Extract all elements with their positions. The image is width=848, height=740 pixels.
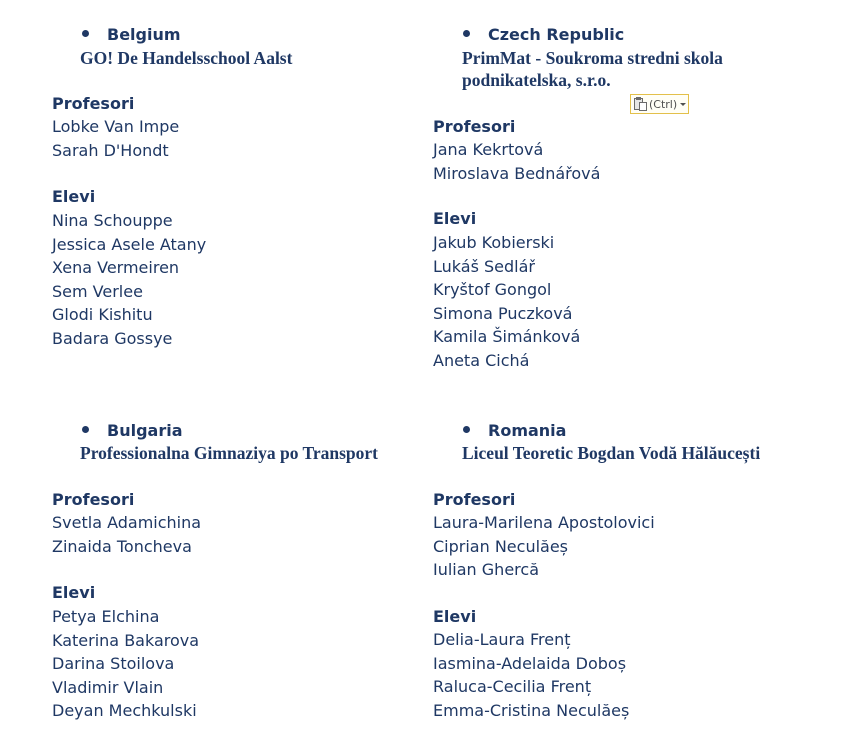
teacher-name: Lobke Van Impe xyxy=(52,117,180,136)
bullet-icon xyxy=(463,30,470,37)
country-heading xyxy=(82,24,181,46)
school-name-line: GO! De Handelsschool Aalst xyxy=(80,48,293,68)
student-name: Deyan Mechkulski xyxy=(52,701,197,720)
students-heading: Elevi xyxy=(52,187,96,206)
country-heading xyxy=(463,24,624,46)
teacher-name: Zinaida Toncheva xyxy=(52,536,192,556)
student-name: Lukáš Sedlář xyxy=(433,256,535,276)
bullet-icon xyxy=(82,30,89,37)
teacher-name: Jana Kekrtová xyxy=(433,140,544,159)
teacher-name: Miroslava Bednářová xyxy=(433,163,601,183)
country-name: Belgium xyxy=(107,25,181,44)
student-name: Kryštof Gongol xyxy=(433,280,552,299)
school-name xyxy=(462,47,723,91)
student-name: Simona Puczková xyxy=(433,303,573,323)
students-heading: Elevi xyxy=(433,209,477,228)
bullet-icon xyxy=(463,426,470,433)
student-name: Jakub Kobierski xyxy=(433,233,555,252)
teacher-name: Sarah D'Hondt xyxy=(52,140,169,160)
country-name: Bulgaria xyxy=(107,421,183,440)
teachers-list xyxy=(52,115,179,162)
teachers-heading: Profesori xyxy=(433,490,516,509)
chevron-down-icon xyxy=(680,103,686,106)
school-name-line: Professionalna Gimnaziya po Transport xyxy=(80,443,379,463)
teachers-heading: Profesori xyxy=(52,490,135,509)
paste-options-label: (Ctrl) xyxy=(649,97,678,111)
students-list xyxy=(52,209,206,350)
student-name: Darina Stoilova xyxy=(52,654,175,673)
students-list xyxy=(433,231,580,372)
bullet-icon xyxy=(82,426,89,433)
student-name: Iasmina-Adelaida Doboș xyxy=(433,653,627,673)
school-name xyxy=(80,47,292,69)
students-list xyxy=(52,605,199,723)
student-name: Badara Gossye xyxy=(52,328,173,348)
country-name: Czech Republic xyxy=(488,25,625,44)
student-name: Aneta Cichá xyxy=(433,350,530,370)
students-heading: Elevi xyxy=(433,607,477,626)
country-heading xyxy=(463,420,566,442)
country-name: Romania xyxy=(488,421,567,440)
school-name xyxy=(80,442,378,464)
student-name: Katerina Bakarova xyxy=(52,630,200,650)
school-name-line: PrimMat - Soukroma stredni skola xyxy=(462,48,723,68)
student-name: Delia-Laura Frenț xyxy=(433,630,571,649)
student-name: Glodi Kishitu xyxy=(52,305,153,324)
paste-options-button[interactable] xyxy=(630,94,689,114)
student-name: Raluca-Cecilia Frenț xyxy=(433,677,592,696)
school-name-line: Liceul Teoretic Bogdan Vodă Hălăucești xyxy=(462,443,761,463)
teacher-name: Iulian Ghercă xyxy=(433,560,539,579)
students-list xyxy=(433,628,629,722)
student-name: Sem Verlee xyxy=(52,281,143,301)
country-heading xyxy=(82,420,183,442)
teachers-list xyxy=(433,138,600,185)
students-heading: Elevi xyxy=(52,583,96,602)
teacher-name: Svetla Adamichina xyxy=(52,513,202,532)
student-name: Xena Vermeiren xyxy=(52,258,180,277)
teachers-heading: Profesori xyxy=(433,117,516,136)
school-name xyxy=(462,442,760,464)
teachers-list xyxy=(433,511,655,582)
student-name: Jessica Asele Atany xyxy=(52,234,207,254)
student-name: Vladimir Vlain xyxy=(52,677,164,697)
student-name: Emma-Cristina Neculăeș xyxy=(433,700,630,720)
student-name: Nina Schouppe xyxy=(52,211,173,230)
student-name: Kamila Šimánková xyxy=(433,327,581,346)
teacher-name: Laura-Marilena Apostolovici xyxy=(433,513,655,532)
clipboard-icon xyxy=(634,97,647,111)
teachers-heading: Profesori xyxy=(52,94,135,113)
teachers-list xyxy=(52,511,201,558)
school-name-line: podnikatelska, s.r.o. xyxy=(462,70,611,90)
teacher-name: Ciprian Neculăeș xyxy=(433,536,569,556)
student-name: Petya Elchina xyxy=(52,607,160,626)
